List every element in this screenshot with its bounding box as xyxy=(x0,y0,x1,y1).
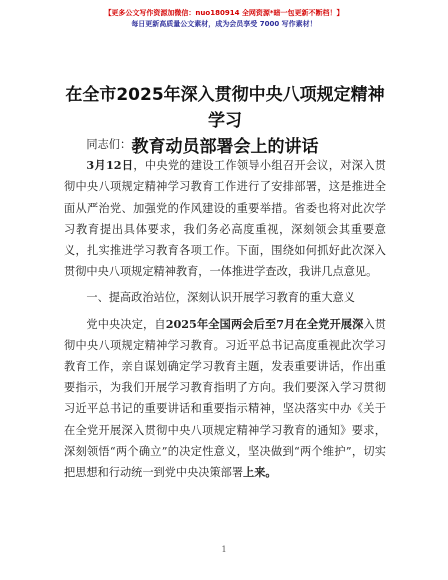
document-title-line-2: 教育动员部署会上的讲话 xyxy=(131,137,319,157)
paragraph-2-start: 党中央决定，自 xyxy=(86,317,166,331)
page-number: 1 xyxy=(221,545,227,554)
paragraph-2 xyxy=(64,314,386,484)
section-1-heading: 一、提高政治站位，深刻认识开展学习教育的重大意义 xyxy=(86,291,355,305)
promo-banner xyxy=(68,8,380,30)
promo-banner-line-1: 【更多公文写作资源加微信：nuo180914 全网资源*暗一包更新不断档！】 xyxy=(104,9,344,17)
document-body xyxy=(64,134,386,483)
paragraph-1-date: 3月12日 xyxy=(86,158,134,173)
paragraph-2-end: 上来。 xyxy=(243,465,277,480)
promo-banner-line-2: 每日更新高质量公文素材，成为会员享受 7000 写作素材！ xyxy=(131,20,317,28)
salutation: 同志们： xyxy=(86,138,132,151)
document-title-line-1: 在全市2025年深入贯彻中央八项规定精神学习 xyxy=(65,85,385,131)
paragraph-1 xyxy=(64,155,386,282)
paragraph-2-bold-date-range: 2025年全国两会后至7月在全党开展深 xyxy=(165,316,364,331)
paragraph-2-main: 入贯彻中央八项规定精神学习教育。习近平总书记高度重视此次学习教育工作，亲自谋划确定学习教育主题，发表重要讲话，作出重要指示，为我们开展学习教育指明了方向。我们要深入学习贯彻习近平总书记的重要讲话和重要指示精神，坚决落实中办《关于在全党开展深入贯彻中央八项规定精神学习教育的通知》要求，深刻领悟“两个确立”的决定性意义，坚决做到“两个维护”，切实把思想和行动统一到党中央决策部署 xyxy=(64,317,386,480)
paragraph-1-text: ，中央党的建设工作领导小组召开会议，对深入贯彻中央八项规定精神学习教育工作进行了安排部署，这是推进全面从严治党、加强党的作风建设的重要举措。省委也将对此次学习教育提出具体要求，我们务必高度重视，深刻领会其重要意义，扎实推进学习教育各项工作。下面，围绕如何抓好此次深入贯彻中央八项规定精神教育，一体推进学查改，我讲几点意见。 xyxy=(64,159,386,279)
